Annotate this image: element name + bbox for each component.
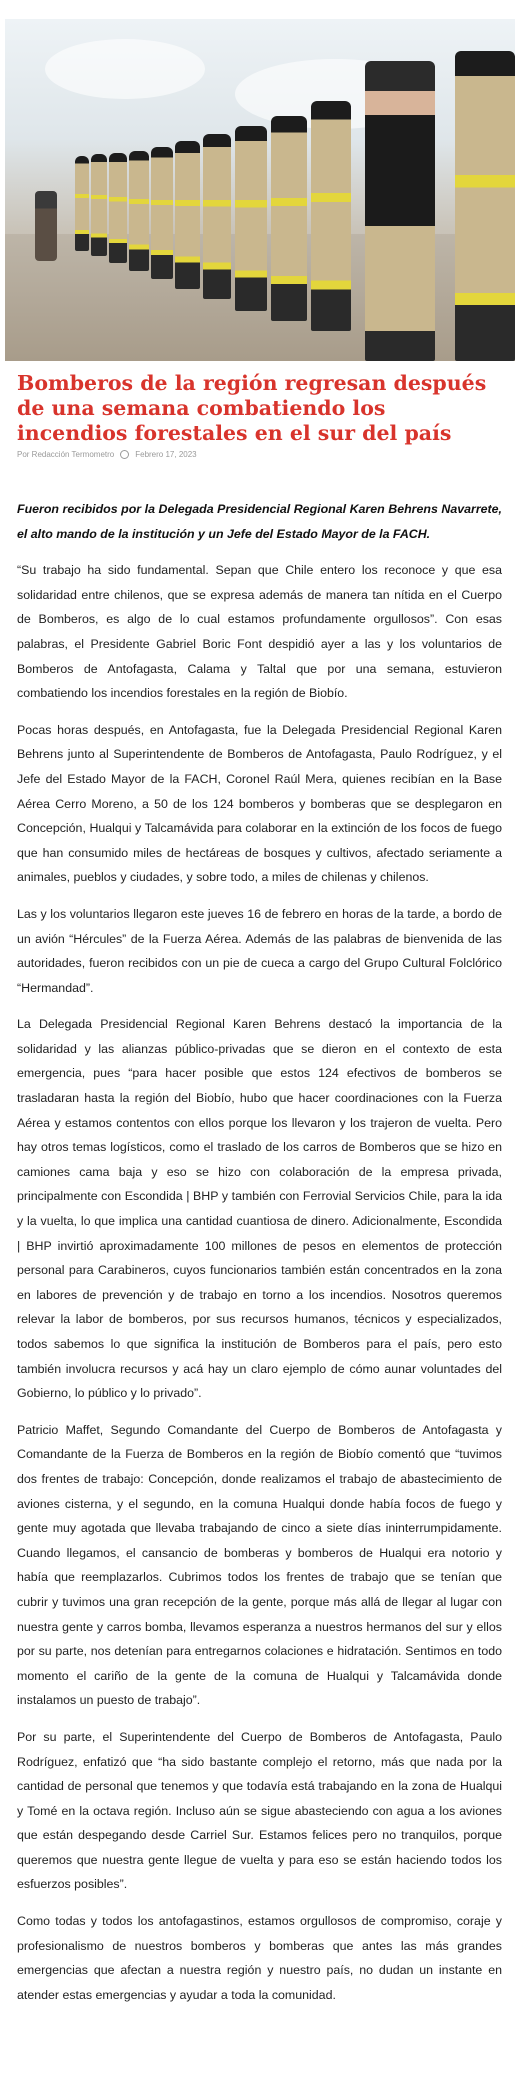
firefighter-figure — [235, 126, 267, 311]
body-paragraph: Por su parte, el Superintendente del Cuerpo de Bomberos de Antofagasta, Paulo Rodríguez, enfatizó que “ha sido bastante complejo el retorno, más que nada por la cantidad de personal que tenemos y que todavía está trabajando en la zona de Hualqui y Tomé en la octava región. Incluso aún se sigue abasteciendo con agua a los aviones que están despegando desde Carriel Sur. Estamos felices pero no tranquilos, porque queremos que nuestra gente llegue de vuelta y para eso se están haciendo todos los esfuerzos posibles”. — [17, 1729, 502, 1892]
firefighter-figure — [129, 151, 149, 271]
firefighter-figure — [175, 141, 200, 289]
firefighter-figure — [75, 156, 89, 251]
firefighter-figure — [271, 116, 307, 321]
cloud-shape — [45, 39, 205, 99]
photographer-figure — [35, 191, 57, 261]
clock-icon — [120, 450, 129, 459]
date-label: Febrero 17, 2023 — [135, 450, 197, 459]
person-figure — [365, 61, 435, 361]
hero-photo — [5, 19, 515, 361]
firefighter-figure — [203, 134, 231, 299]
body-paragraph: Pocas horas después, en Antofagasta, fue la Delegada Presidencial Regional Karen Behrens junto al Superintendente de Bomberos de Antofagasta, Paulo Rodríguez, y el Jefe del Estado Mayor de la FACH, Coronel Raúl Mera, quienes recibían en la Base Aérea Cerro Moreno, a 50 de los 124 bomberos y bomberas que se desplegaron en Concepción, Hualqui y Talcamávida para colaborar en la extinción de los focos de fuego que han consumido miles de hectáreas de bosques y cultivos, afectado seriamente a animales, pueblos y ciudades, y sobre todo, a miles de chilenas y chilenos. — [17, 722, 502, 885]
article-title: Bomberos de la región regresan después de una semana combatiendo los incendios forestales en el sur del país — [17, 371, 487, 445]
firefighter-figure — [151, 147, 173, 279]
article-body — [17, 497, 502, 2019]
article-meta — [17, 450, 502, 459]
firefighter-figure — [109, 153, 127, 263]
body-paragraph: La Delegada Presidencial Regional Karen Behrens destacó la importancia de la solidaridad y las alianzas público-privadas que se dieron en el contexto de esta emergencia, pues “para hacer posible que estos 124 efectivos de bomberos se trasladaran hasta la región del Biobío, hubo que hacer coordinaciones con la Fuerza Aérea y estamos contentos con ellos porque los llevaron y los trajeron de vuelta. Pero hay otros temas logísticos, como el traslado de los carros de Bomberos que se hizo en camiones cama baja y eso se hizo con colaboración de la empresa privada, principalmente con Escondida | BHP y también con Ferrovial Servicios Chile, para la ida y la vuelta, lo que implica una cantidad cuantiosa de dinero. Adicionalmente, Escondida | BHP invirtió aproximadamente 100 millones de pesos en elementos de protección personal para Carabineros, cuyos funcionarios también están concentrados en la zona en labores de prevención y de trabajo en torno a los incendios. Nosotros queremos relevar la labor de bomberos, por sus recursos humanos, técnicos y especializados, todos sabemos lo que significa la institución de Bomberos para el país, pero esto también involucra recursos y acá hay un claro ejemplo de cómo aunar voluntades del Gobierno, lo público y lo privado”. — [17, 1017, 502, 1401]
author-label: Por Redacción Termometro — [17, 450, 115, 459]
lead-paragraph: Fueron recibidos por la Delegada Presidencial Regional Karen Behrens Navarrete, el alto mando de la institución y un Jefe del Estado Mayor de la FACH. — [17, 502, 502, 541]
firefighter-figure — [311, 101, 351, 331]
firefighter-figure — [91, 154, 107, 256]
body-paragraph: Patricio Maffet, Segundo Comandante del Cuerpo de Bomberos de Antofagasta y Comandante de la Fuerza de Bomberos en la región de Biobío comentó que “tuvimos dos frentes de trabajo: Concepción, donde realizamos el trabajo de abastecimiento de aviones cisterna, y el segundo, en la comuna Hualqui donde había focos de fuego y gente muy agotada que llevaba trabajando de cinco a siete días ininterrumpidamente. Cuando llegamos, el cansancio de bomberas y bomberos de Hualqui era notorio y había que reemplazarlos. Cubrimos todos los frentes de trabajo que se tenían que cubrir y tuvimos una gran recepción de la gente, porque más allá de llegar al lugar con nuestra gente y carros bomba, llevamos esperanza a nuestros hermanos del sur y ellos por su parte, nos detenían para entregarnos colaciones e hidratación. Sentimos en todo momento el cariño de la gente de la comuna de Hualqui y Talcamávida donde instalamos un puesto de trabajo”. — [17, 1422, 502, 1708]
body-paragraph: “Su trabajo ha sido fundamental. Sepan que Chile entero los reconoce y que esa solidaridad entre chilenos, que se expresa además de manera tan nítida en el Cuerpo de Bomberos, es algo de lo cual estamos profundamente orgullosos”. Con esas palabras, el Presidente Gabriel Boric Font despidió ayer a las y los voluntarios de Bomberos de Antofagasta, Calama y Taltal que por una semana, estuvieron combatiendo los incendios forestales en la región de Biobío. — [17, 563, 502, 701]
body-paragraph: Las y los voluntarios llegaron este jueves 16 de febrero en horas de la tarde, a bordo de un avión “Hércules” de la Fuerza Aérea. Además de las palabras de bienvenida de las autoridades, fueron recibidos con un pie de cueca a cargo del Grupo Cultural Folclórico “Hermandad”. — [17, 906, 502, 995]
firefighter-figure — [455, 51, 515, 361]
body-paragraph: Como todas y todos los antofagastinos, estamos orgullosos de compromiso, coraje y profesionalismo de nuestros bomberos y bomberas que antes las más grandes emergencias que afectan a nuestra región y nuestro país, no dudan un instante en atender estas emergencias y ayudar a toda la comunidad. — [17, 1914, 502, 2002]
